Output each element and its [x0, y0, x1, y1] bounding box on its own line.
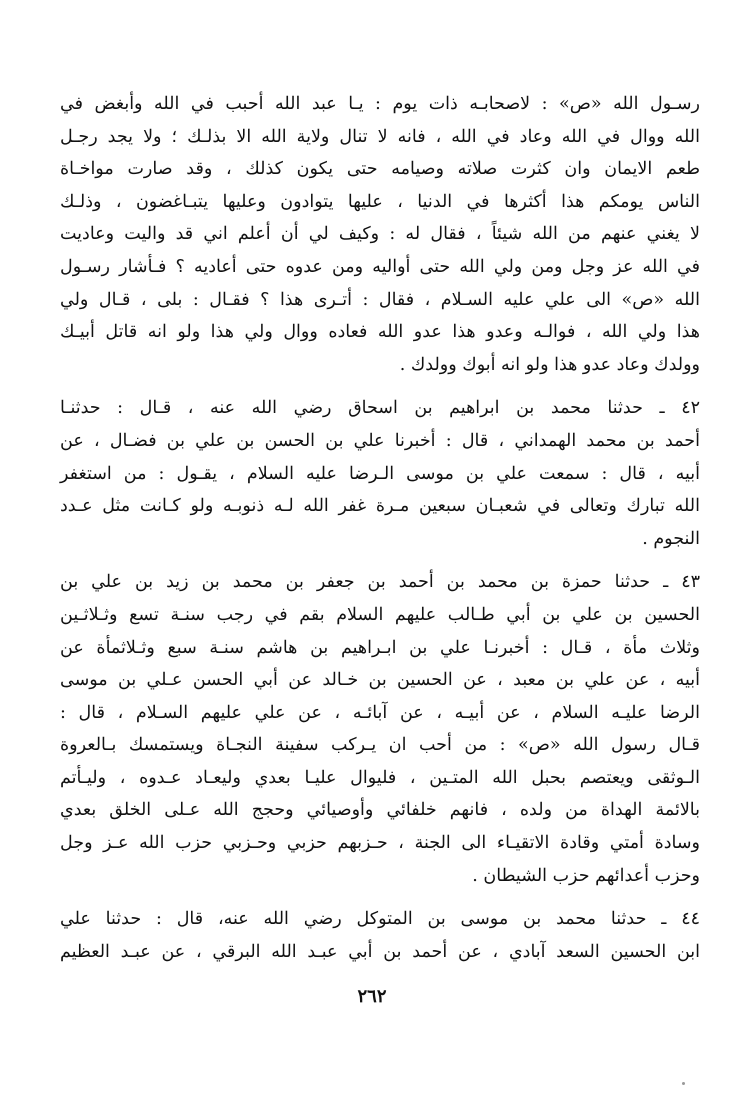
text-line: أحمد بن محمد الهمداني ، قال : أخبرنا علي بن الحسن بن علي بن فضـال ، عن [60, 430, 700, 451]
text-line: أبيه ، عن علي بن معبد ، عن الحسين بن خـالد عن أبي الحسن عـلي بن موسى [60, 670, 700, 691]
paragraph-gap [60, 381, 700, 392]
text-line: ابن الحسين السعد آبادي ، عن أحمد بن أبي عبـد الله البرقي ، عن عبـد العظيم [60, 941, 700, 962]
text-line: بالائمة الهداة من ولده ، فانهم خلفائي وأوصيائي وحجج الله عـلى الخلق بعدي [60, 800, 700, 821]
text-line: وثلاث مأة ، قـال : أخبرنـا علي بن ابـراهيم بن هاشم سنـة سبع وثـلاثمأة عن [60, 637, 700, 658]
text-line: الـوثقى ويعتصم بحبل الله المتـين ، فليوال عليـا بعدي وليعـاد عـدوه ، وليـأتم [60, 767, 700, 788]
text-line: وسادة أمتي وقادة الاتقيـاء الى الجنة ، حـزبهم حزبي وحـزبي حزب الله عـز وجل [60, 833, 700, 854]
paragraph-hadith-43 [60, 566, 700, 892]
text-line: لا يغني عنهم من الله شيئاً ، فقال له : وكيف لي أن أعلم اني قد واليت وعاديت [60, 224, 700, 245]
paragraph-gap [60, 555, 700, 566]
text-line: النجوم . [642, 528, 700, 549]
paragraph-continuation [60, 88, 700, 381]
text-line: طعم الايمان وان كثرت صلاته وصيامه حتى يكون كذلك ، وقد صارت مواخـاة [60, 159, 700, 180]
scan-speck [682, 1082, 685, 1085]
text-line: الحسين بن علي بن أبي طـالب عليهم السلام بقم في رجب سنـة تسع وثـلاثـين [60, 604, 700, 625]
text-line: في الله عز وجل ومن ولي الله حتى أواليه ومن عدوه حتى أعاديه ؟ فـأشار رسـول [60, 256, 700, 277]
body-text [60, 88, 700, 968]
paragraph-hadith-44 [60, 903, 700, 968]
text-line: ٤٢ ـ حدثنا محمد بن ابراهيم بن اسحاق رضي الله عنه ، قـال : حدثنـا [60, 398, 700, 419]
text-line: وولدك وعاد عدو هذا ولو انه أبوك وولدك . [399, 354, 700, 375]
text-line: ٤٤ ـ حدثنا محمد بن موسى بن المتوكل رضي الله عنه، قال : حدثنا علي [60, 909, 700, 930]
text-line: أبيه ، قال : سمعت علي بن موسى الـرضا عليه السلام ، يقـول : من استغفر [60, 463, 700, 484]
text-line: ٤٣ ـ حدثنا حمزة بن محمد بن أحمد بن جعفر بن محمد بن زيد بن علي بن [60, 572, 700, 593]
text-line: هذا ولي الله ، فوالـه وعدو هذا عدو الله فعاده ووال ولي هذا ولو انه قاتل أبيـك [60, 322, 700, 343]
text-line: قـال رسول الله «ص» : من أحب ان يـركب سفينة النجـاة ويستمسك بـالعروة [60, 735, 700, 756]
text-line: رسـول الله «ص» : لاصحابـه ذات يوم : يـا عبد الله أحبب في الله وأبغض في [60, 94, 700, 114]
text-line: الرضا عليـه السلام ، عن أبيـه ، عن آبائـه ، عن علي عليهم السـلام ، قال : [60, 702, 700, 723]
text-line: الناس يومكم هذا أكثرها في الدنيا ، عليها يتوادون وعليها يتبـاغضون ، وذلـك [60, 191, 700, 212]
text-line: الله «ص» الى علي عليه السـلام ، فقال : أتـرى هذا ؟ فقـال : بلى ، قـال ولي [60, 289, 700, 310]
text-line: الله ووال في الله وعاد في الله ، فانه لا تنال ولاية الله الا بذلـك ؛ ولا يجد رجـل [60, 126, 700, 147]
text-line: الله تبارك وتعالى في شعبـان سبعين مـرة غفر الله لـه ذنوبـه ولو كـانت مثل عـدد [60, 496, 700, 517]
page-number: ٢٦٢ [357, 986, 387, 1007]
paragraph-gap [60, 892, 700, 903]
text-line: وحزب أعدائهم حزب الشيطان . [472, 865, 700, 886]
paragraph-hadith-42 [60, 392, 700, 555]
